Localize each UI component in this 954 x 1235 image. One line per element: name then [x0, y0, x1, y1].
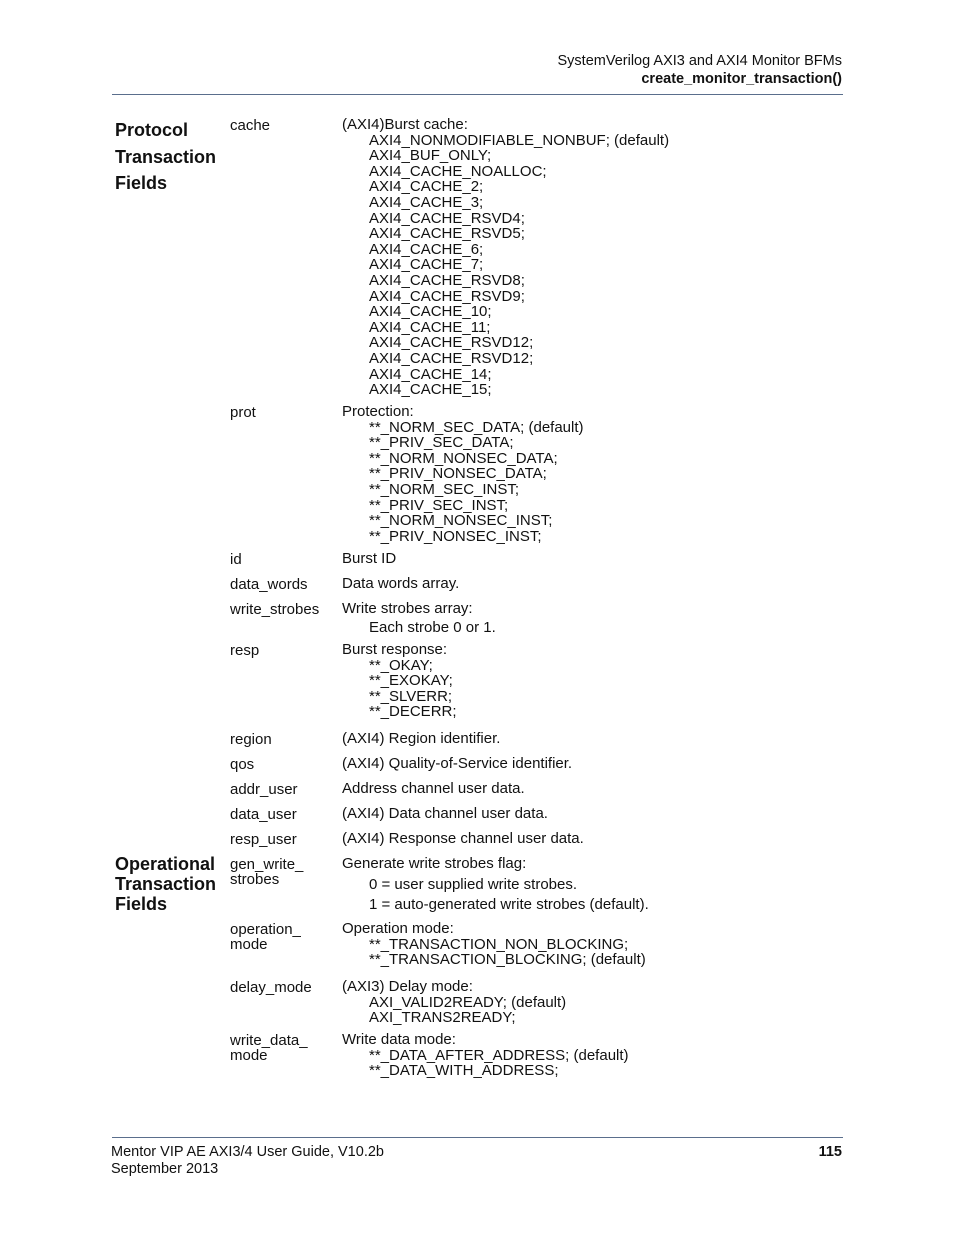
- field-name: delay_mode: [230, 979, 312, 996]
- field-name: write_strobes: [230, 601, 320, 618]
- field-description: [342, 404, 843, 544]
- description-line: AXI4_CACHE_10;: [369, 303, 492, 321]
- description-line: AXI4_CACHE_7;: [369, 256, 484, 274]
- field-description: [342, 856, 843, 915]
- field-description: [342, 1032, 843, 1079]
- description-intro: (AXI4) Data channel user data.: [342, 805, 548, 822]
- field-row: [115, 404, 843, 544]
- field-row: [115, 921, 843, 968]
- field-row: [115, 576, 843, 592]
- section-title: Protocol Transaction Fields: [115, 120, 217, 193]
- description-intro: Operation mode:: [342, 920, 454, 937]
- description-intro: Data words array.: [342, 575, 460, 592]
- field-description: [342, 806, 843, 822]
- description-line: **_DATA_WITH_ADDRESS;: [369, 1062, 559, 1080]
- description-intro: Write strobes array:: [342, 600, 473, 617]
- field-description: [342, 117, 843, 398]
- footer-date: September 2013: [111, 1161, 219, 1177]
- description-line: **_TRANSACTION_NON_BLOCKING;: [369, 935, 629, 953]
- description-line: AXI4_CACHE_2;: [369, 178, 484, 196]
- header-function: create_monitor_transaction(): [641, 71, 842, 87]
- field-row: [115, 551, 843, 567]
- description-line: **_PRIV_NONSEC_DATA;: [369, 465, 547, 483]
- footer-title: Mentor VIP AE AXI3/4 User Guide, V10.2b: [111, 1144, 384, 1160]
- description-line: AXI4_CACHE_RSVD5;: [369, 225, 525, 243]
- page-number: 115: [818, 1144, 842, 1160]
- field-name: id: [230, 551, 242, 568]
- field-description: [342, 921, 843, 968]
- field-name: region: [230, 731, 272, 748]
- header-chapter: SystemVerilog AXI3 and AXI4 Monitor BFMs: [557, 53, 842, 69]
- description-line: **_SLVERR;: [369, 687, 453, 705]
- description-intro: (AXI4) Region identifier.: [342, 730, 501, 747]
- field-description: [342, 831, 843, 847]
- description-intro: (AXI3) Delay mode:: [342, 978, 473, 995]
- description-line: AXI4_BUF_ONLY;: [369, 147, 492, 165]
- description-line: AXI4_CACHE_15;: [369, 381, 492, 399]
- description-line: 0 = user supplied write strobes.: [369, 875, 578, 893]
- field-row: [115, 831, 843, 847]
- description-intro: Write data mode:: [342, 1031, 456, 1048]
- field-name: cache: [230, 117, 271, 134]
- description-line: AXI4_CACHE_RSVD12;: [369, 334, 534, 352]
- field-name: data_user: [230, 806, 297, 823]
- description-line: **_NORM_SEC_DATA; (default): [369, 418, 584, 436]
- description-intro: Generate write strobes flag:: [342, 855, 527, 872]
- description-line: Each strobe 0 or 1.: [369, 618, 496, 636]
- field-name: resp: [230, 642, 260, 659]
- section-title: Operational Transaction Fields: [115, 854, 217, 914]
- description-line: **_EXOKAY;: [369, 672, 453, 690]
- description-line: **_NORM_NONSEC_DATA;: [369, 449, 558, 467]
- field-row: [115, 117, 843, 398]
- footer-rule: [112, 1137, 843, 1138]
- description-line: **_NORM_SEC_INST;: [369, 480, 520, 498]
- field-row: [115, 601, 843, 635]
- field-name: addr_user: [230, 781, 298, 798]
- header-rule: [112, 94, 843, 95]
- field-description: [342, 781, 843, 797]
- field-name: data_words: [230, 576, 308, 593]
- description-line: AXI4_CACHE_RSVD4;: [369, 209, 525, 227]
- field-name: operation_ mode: [230, 921, 301, 953]
- field-name: gen_write_ strobes: [230, 856, 304, 888]
- description-line: AXI4_CACHE_RSVD9;: [369, 287, 525, 305]
- description-line: AXI4_CACHE_14;: [369, 365, 492, 383]
- description-line: **_NORM_NONSEC_INST;: [369, 512, 553, 530]
- description-line: 1 = auto-generated write strobes (default).: [369, 895, 649, 913]
- description-line: **_DECERR;: [369, 703, 457, 721]
- description-line: AXI4_CACHE_11;: [369, 318, 491, 336]
- description-line: AXI4_CACHE_6;: [369, 240, 484, 258]
- field-row: [115, 806, 843, 822]
- description-intro: Address channel user data.: [342, 780, 525, 797]
- field-description: [342, 979, 843, 1026]
- field-name: prot: [230, 404, 256, 421]
- field-row: [115, 642, 843, 720]
- field-description: [342, 642, 843, 720]
- description-line: AXI_TRANS2READY;: [369, 1009, 516, 1027]
- field-row: [115, 979, 843, 1026]
- description-line: **_PRIV_SEC_INST;: [369, 496, 509, 514]
- description-intro: Burst response:: [342, 641, 448, 658]
- field-row: [115, 856, 843, 915]
- description-intro: (AXI4) Quality-of-Service identifier.: [342, 755, 573, 772]
- description-line: AXI4_CACHE_3;: [369, 193, 484, 211]
- description-line: AXI4_CACHE_NOALLOC;: [369, 162, 547, 180]
- field-name: write_data_ mode: [230, 1032, 308, 1064]
- running-header: [558, 52, 843, 88]
- footer: [111, 1144, 384, 1178]
- description-intro: (AXI4)Burst cache:: [342, 116, 468, 133]
- field-description: [342, 756, 843, 772]
- field-description: [342, 601, 843, 635]
- field-description: [342, 731, 843, 747]
- description-intro: Burst ID: [342, 550, 397, 567]
- description-line: **_DATA_AFTER_ADDRESS; (default): [369, 1046, 629, 1064]
- field-name: qos: [230, 756, 255, 773]
- field-row: [115, 781, 843, 797]
- description-line: AXI4_NONMODIFIABLE_NONBUF; (default): [369, 131, 670, 149]
- field-row: [115, 731, 843, 747]
- description-line: **_OKAY;: [369, 656, 433, 674]
- field-description: [342, 551, 843, 567]
- description-intro: Protection:: [342, 403, 414, 420]
- field-description: [342, 576, 843, 592]
- description-line: AXI4_CACHE_RSVD8;: [369, 271, 525, 289]
- description-line: AXI_VALID2READY; (default): [369, 993, 567, 1011]
- field-row: [115, 1032, 843, 1079]
- description-line: **_PRIV_SEC_DATA;: [369, 434, 514, 452]
- description-line: AXI4_CACHE_RSVD12;: [369, 349, 534, 367]
- field-row: [115, 756, 843, 772]
- description-line: **_TRANSACTION_BLOCKING; (default): [369, 951, 646, 969]
- description-intro: (AXI4) Response channel user data.: [342, 830, 584, 847]
- description-line: **_PRIV_NONSEC_INST;: [369, 527, 542, 545]
- field-name: resp_user: [230, 831, 297, 848]
